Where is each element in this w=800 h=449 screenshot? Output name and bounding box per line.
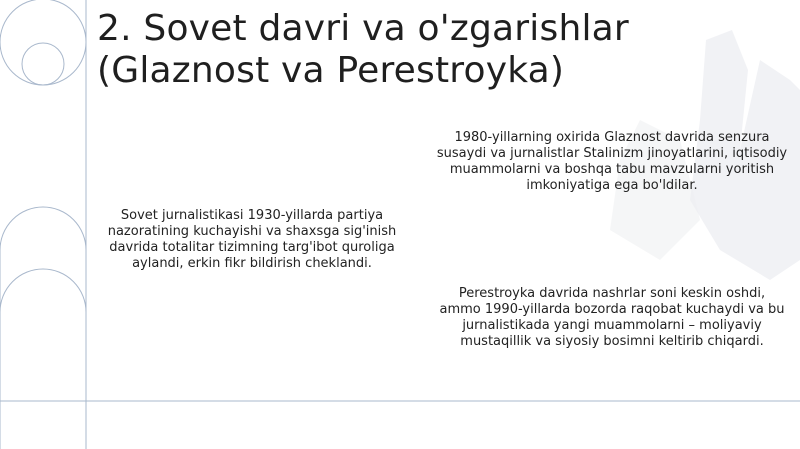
slide-title [97, 8, 787, 92]
paragraph-perestroika: Perestroyka davrida nashrlar soni keskin oshdi, ammo 1990-yillarda bozorda raqobat kuchaydi va bu jurnalistikada yangi muammolarni – moliyaviy mustaqillik va siyosiy bosimni keltirib chiqardi. [439, 286, 785, 349]
slide-title-line-1: 2. Sovet davri va o'zgarishlar [97, 8, 629, 49]
paragraph-soviet-journalism: Sovet jurnalistikasi 1930-yillarda partiya nazoratining kuchayishi va shaxsga sig'inish davrida totalitar tizimning targ'ibot quroliga aylandi, erkin fikr bildirish cheklandi. [107, 208, 397, 271]
slide-title-line-2: (Glaznost va Perestroyka) [97, 50, 565, 91]
paragraph-glasnost: 1980-yillarning oxirida Glaznost davrida senzura susaydi va jurnalistlar Stalinizm jinoyatlarini, iqtisodiy muammolarni va boshqa tabu mavzularni yoritish imkoniyatiga ega bo'ldilar. [436, 130, 788, 193]
